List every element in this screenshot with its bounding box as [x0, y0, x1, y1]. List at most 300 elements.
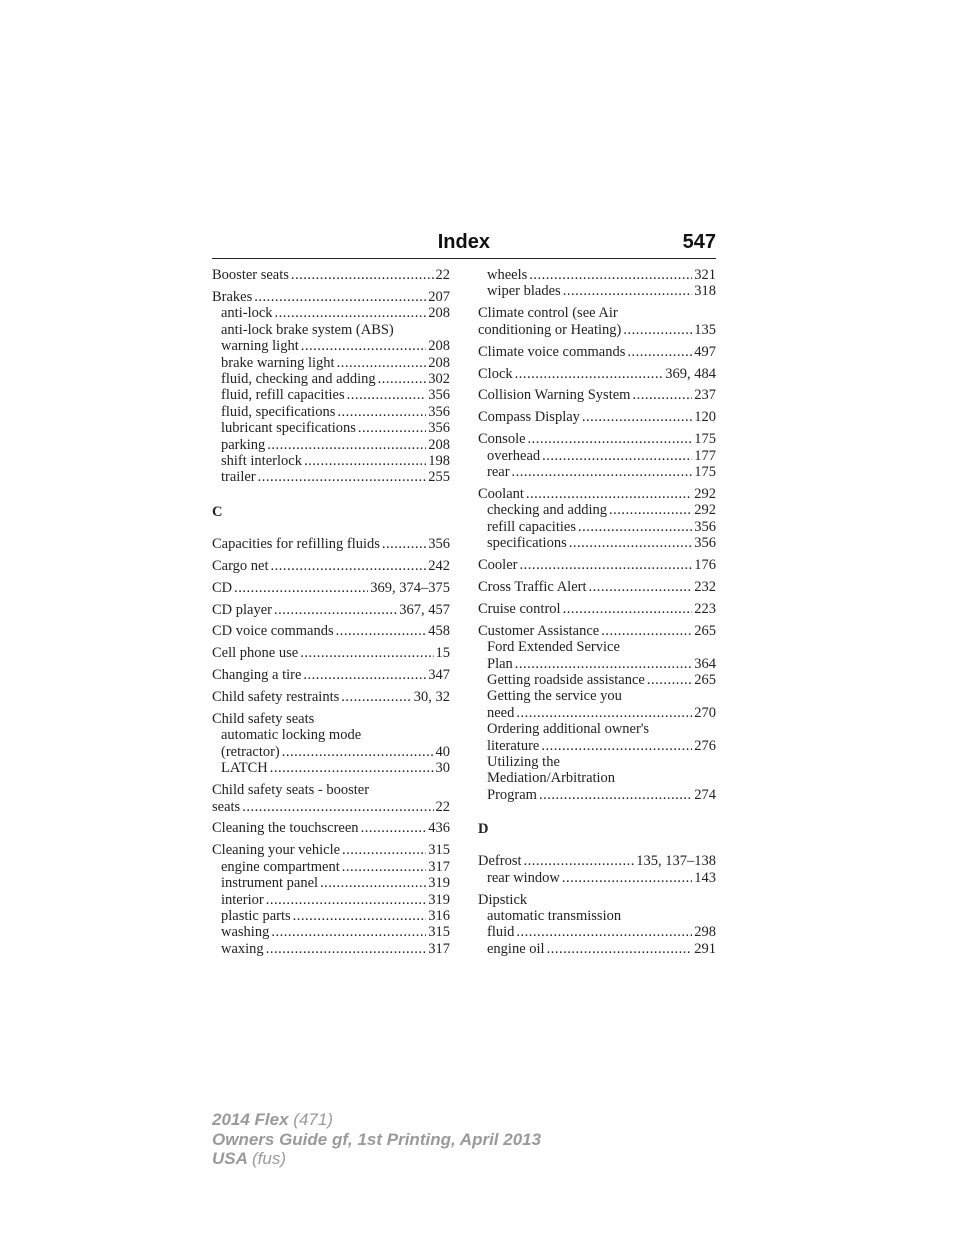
dot-leader: [234, 580, 368, 596]
index-subentry: [212, 387, 450, 403]
page-reference: 242: [428, 557, 450, 574]
page-reference: 364: [694, 655, 716, 672]
entry-line: [212, 267, 450, 283]
entry-term: Booster seats: [212, 267, 289, 283]
page-reference: 22: [435, 267, 450, 283]
dot-leader: [516, 924, 692, 940]
dot-leader: [516, 705, 692, 721]
entry-term: fluid: [487, 924, 515, 941]
index-subentry: [212, 924, 450, 940]
page-reference: 302: [428, 370, 450, 387]
dot-leader: [529, 267, 692, 283]
entry-term: Cross Traffic Alert: [478, 579, 587, 595]
dot-leader: [337, 404, 426, 420]
page-reference: 319: [428, 891, 450, 908]
page-reference: 318: [694, 283, 716, 300]
entry-term: refill capacities: [487, 518, 576, 535]
index-entry: [212, 645, 450, 661]
entry-line: [478, 623, 716, 639]
dot-leader: [515, 656, 692, 672]
entry-line: [221, 371, 450, 387]
entry-line: [212, 289, 450, 305]
entry-line: [487, 535, 716, 551]
dot-leader: [304, 453, 426, 469]
index-subentry: [478, 535, 716, 551]
dot-leader: [254, 289, 426, 305]
page-reference: 175: [694, 464, 716, 481]
page-reference: 40: [435, 743, 450, 760]
index-subentry: [212, 469, 450, 485]
entry-line: [478, 579, 716, 595]
index-subentry: [478, 639, 716, 672]
index-subentry: [212, 453, 450, 469]
index-subentry: [212, 371, 450, 387]
document-footer: [212, 1110, 541, 1169]
entry-line: [212, 602, 450, 618]
dot-leader: [342, 859, 426, 875]
dot-leader: [267, 437, 426, 453]
entry-term: wiper blades: [487, 283, 561, 300]
dot-leader: [528, 431, 693, 447]
page-reference: 315: [428, 924, 450, 941]
page-reference: 30, 32: [413, 689, 450, 706]
index-entry: [212, 782, 450, 815]
entry-text: Mediation/Arbitration: [487, 770, 616, 787]
entry-text: anti-lock brake system (ABS): [221, 321, 394, 338]
entry-line: [221, 760, 450, 776]
entry-term: need: [487, 704, 515, 721]
index-column-left: [212, 267, 450, 957]
dot-leader: [578, 519, 692, 535]
dot-leader: [519, 557, 692, 573]
dot-leader: [341, 689, 411, 705]
index-subentry: [212, 892, 450, 908]
page-reference: 177: [694, 447, 716, 464]
entry-term: wheels: [487, 267, 528, 283]
entry-term: engine oil: [487, 940, 545, 957]
page-reference: 198: [428, 452, 450, 469]
index-entry: [478, 387, 716, 403]
entry-line: [212, 580, 450, 596]
entry-term: conditioning or Heating): [478, 321, 622, 338]
entry-term: Capacities for refilling fluids: [212, 535, 380, 552]
page-reference: 175: [694, 431, 716, 448]
entry-text: Climate control (see Air: [478, 305, 618, 322]
page-reference: 223: [694, 600, 716, 617]
entry-term: Clock: [478, 365, 513, 382]
index-subentry: [478, 448, 716, 464]
dot-leader: [542, 448, 692, 464]
dot-leader: [303, 667, 426, 683]
page-reference: 15: [435, 645, 450, 662]
entry-text: Ordering additional owner's: [487, 721, 650, 738]
entry-term: specifications: [487, 535, 567, 552]
page-reference: 120: [694, 409, 716, 426]
entry-line: [487, 283, 716, 299]
page-reference: 356: [428, 387, 450, 404]
index-entry: [212, 842, 450, 858]
entry-term: engine compartment: [221, 858, 340, 875]
page-reference: 237: [694, 387, 716, 404]
entry-line: [478, 366, 716, 382]
index-entry: [212, 820, 450, 836]
entry-text: Ford Extended Service: [487, 639, 620, 656]
index-entry: [478, 892, 716, 908]
entry-line: [221, 941, 450, 957]
index-entry: [478, 579, 716, 595]
entry-text: automatic locking mode: [221, 727, 362, 744]
index-entry: [212, 602, 450, 618]
dot-leader: [524, 853, 635, 869]
index-entry: [478, 601, 716, 617]
index-subentry: [478, 754, 716, 803]
entry-term: instrument panel: [221, 875, 319, 892]
entry-line: [212, 799, 450, 815]
dot-leader: [300, 645, 433, 661]
dot-leader: [361, 820, 427, 836]
entry-line: [221, 387, 450, 403]
index-entry: [478, 409, 716, 425]
entry-term: warning light: [221, 338, 299, 355]
entry-term: Child safety restraints: [212, 689, 340, 706]
entry-line: [212, 689, 450, 705]
entry-line: [487, 924, 716, 940]
entry-line: [212, 667, 450, 683]
index-subentry: [212, 404, 450, 420]
index-entry: [212, 711, 450, 727]
page-reference: 270: [694, 704, 716, 721]
entry-line: [221, 744, 450, 760]
index-subentry: [212, 859, 450, 875]
page-reference: 208: [428, 305, 450, 322]
index-subentry: [478, 519, 716, 535]
entry-line: [478, 431, 716, 447]
dot-leader: [627, 344, 692, 360]
entry-line: [212, 842, 450, 858]
entry-line: [487, 787, 716, 803]
page-reference: 347: [428, 667, 450, 684]
page-reference: 316: [428, 908, 450, 924]
index-entry: [478, 366, 716, 382]
entry-term: Console: [478, 431, 526, 448]
dot-leader: [347, 387, 427, 403]
entry-term: lubricant specifications: [221, 420, 356, 437]
entry-line: [478, 344, 716, 360]
index-subentry: [478, 267, 716, 283]
dot-leader: [512, 464, 693, 480]
dot-leader: [382, 536, 426, 552]
entry-term: literature: [487, 737, 540, 754]
footer-line-3: USA (fus): [212, 1149, 286, 1168]
entry-term: brake warning light: [221, 354, 335, 371]
entry-term: Defrost: [478, 853, 522, 870]
page-reference: 497: [694, 343, 716, 360]
dot-leader: [601, 623, 692, 639]
index-entry: [212, 536, 450, 552]
index-entry: [478, 486, 716, 502]
entry-term: CD voice commands: [212, 623, 334, 640]
entry-term: washing: [221, 924, 270, 941]
index-entry: [212, 267, 450, 283]
page-reference: 367, 457: [399, 601, 450, 618]
entry-term: Brakes: [212, 288, 253, 305]
entry-term: CD: [212, 579, 233, 596]
entry-line: [487, 519, 716, 535]
index-entry: [478, 853, 716, 869]
entry-line: [221, 437, 450, 453]
entry-term: LATCH: [221, 760, 268, 777]
entry-term: Cruise control: [478, 600, 561, 617]
index-section-letter: D: [478, 821, 489, 838]
page-reference: 22: [435, 798, 450, 815]
dot-leader: [275, 305, 427, 321]
entry-term: fluid, checking and adding: [221, 370, 376, 387]
entry-line: [221, 420, 450, 436]
dot-leader: [358, 420, 426, 436]
dot-leader: [515, 366, 664, 382]
entry-term: overhead: [487, 447, 541, 464]
entry-term: Plan: [487, 655, 513, 672]
index-subentry: [212, 322, 450, 355]
index-subentry: [478, 908, 716, 941]
entry-line: [487, 870, 716, 886]
entry-line: [478, 601, 716, 617]
entry-line: [212, 558, 450, 574]
index-entry: [478, 623, 716, 639]
entry-term: Climate voice commands: [478, 343, 626, 360]
page-reference: 356: [428, 420, 450, 437]
entry-line: [221, 924, 450, 940]
page-reference: 265: [694, 672, 716, 689]
entry-term: Compass Display: [478, 409, 580, 426]
dot-leader: [541, 738, 692, 754]
dot-leader: [582, 409, 692, 425]
page-reference: 315: [428, 842, 450, 859]
page-reference: 356: [694, 518, 716, 535]
page-reference: 232: [694, 579, 716, 595]
entry-term: Program: [487, 786, 537, 803]
entry-term: interior: [221, 891, 264, 908]
entry-term: fluid, specifications: [221, 403, 336, 420]
page-reference: 274: [694, 786, 716, 803]
entry-term: rear: [487, 464, 510, 481]
dot-leader: [293, 908, 427, 924]
entry-line: [212, 623, 450, 639]
page-reference: 317: [428, 858, 450, 875]
page-reference: 321: [694, 267, 716, 283]
entry-term: seats: [212, 798, 241, 815]
index-subentry: [212, 437, 450, 453]
entry-line: [212, 536, 450, 552]
index-entry: [212, 689, 450, 705]
page-reference: 319: [428, 875, 450, 892]
page-reference: 30: [435, 760, 450, 777]
page-reference: 356: [428, 535, 450, 552]
entry-line: [221, 404, 450, 420]
entry-line: [487, 705, 716, 721]
entry-line: [221, 338, 450, 354]
index-subentry: [478, 464, 716, 480]
index-entry: [212, 623, 450, 639]
index-entry: [478, 431, 716, 447]
entry-heading: Dipstick: [478, 891, 528, 908]
entry-text: Child safety seats - booster: [212, 782, 370, 799]
entry-term: Customer Assistance: [478, 622, 600, 639]
entry-line: [487, 656, 716, 672]
entry-term: Cleaning the touchscreen: [212, 820, 359, 837]
entry-text: Getting the service you: [487, 688, 622, 705]
dot-leader: [271, 924, 426, 940]
dot-leader: [378, 371, 427, 387]
entry-term: checking and adding: [487, 502, 607, 519]
dot-leader: [291, 267, 434, 283]
dot-leader: [562, 870, 692, 886]
index-subentry: [478, 283, 716, 299]
entry-line: [478, 322, 716, 338]
entry-line: [221, 859, 450, 875]
entry-line: [221, 469, 450, 485]
entry-line: [487, 941, 716, 957]
entry-line: [221, 892, 450, 908]
index-subentry: [212, 355, 450, 371]
page-reference: 176: [694, 557, 716, 574]
dot-leader: [342, 842, 426, 858]
entry-line: [478, 557, 716, 573]
index-column-right: [478, 267, 716, 957]
dot-leader: [609, 502, 692, 518]
page-reference: 369, 374–375: [370, 579, 450, 596]
page-reference: 135: [694, 321, 716, 338]
entry-line: [212, 820, 450, 836]
dot-leader: [270, 760, 434, 776]
entry-line: [487, 502, 716, 518]
entry-text: automatic transmission: [487, 908, 622, 924]
page-reference: 458: [428, 623, 450, 640]
entry-line: [478, 853, 716, 869]
dot-leader: [563, 601, 693, 617]
dot-leader: [282, 744, 434, 760]
entry-term: fluid, refill capacities: [221, 387, 345, 404]
page-reference: 135, 137–138: [636, 853, 716, 870]
index-subentry: [212, 941, 450, 957]
entry-term: rear window: [487, 869, 560, 886]
entry-line: [487, 267, 716, 283]
index-subentry: [478, 502, 716, 518]
entry-term: Coolant: [478, 485, 524, 502]
dot-leader: [337, 355, 427, 371]
entry-term: trailer: [221, 469, 256, 486]
dot-leader: [271, 558, 427, 574]
page-reference: 265: [694, 622, 716, 639]
page-reference: 317: [428, 940, 450, 957]
entry-term: (retractor): [221, 743, 280, 760]
page-header: [212, 230, 716, 259]
index-entry: [212, 558, 450, 574]
dot-leader: [336, 623, 427, 639]
page-reference: 276: [694, 737, 716, 754]
page-reference: 255: [428, 469, 450, 486]
entry-heading: Child safety seats: [212, 711, 315, 728]
entry-line: [221, 305, 450, 321]
dot-leader: [266, 941, 427, 957]
entry-term: Getting roadside assistance: [487, 672, 645, 689]
page-reference: 436: [428, 820, 450, 837]
page-reference: 207: [428, 288, 450, 305]
entry-line: [487, 672, 716, 688]
entry-text: Utilizing the: [487, 754, 560, 771]
entry-term: Changing a tire: [212, 667, 302, 684]
entry-term: Collision Warning System: [478, 387, 631, 404]
dot-leader: [266, 892, 427, 908]
entry-term: waxing: [221, 940, 264, 957]
index-entry: [478, 557, 716, 573]
dot-leader: [301, 338, 427, 354]
index-entry: [212, 667, 450, 683]
footer-line-1: 2014 Flex (471): [212, 1110, 333, 1129]
page-number: 547: [682, 231, 716, 253]
index-entry: [478, 305, 716, 338]
entry-line: [487, 738, 716, 754]
page-reference: 298: [694, 924, 716, 941]
footer-line-2: Owners Guide gf, 1st Printing, April 2013: [212, 1129, 542, 1149]
index-subentry: [478, 672, 716, 688]
dot-leader: [589, 579, 693, 595]
page-reference: 143: [694, 869, 716, 886]
page-reference: 369, 484: [665, 365, 716, 382]
index-subentry: [212, 760, 450, 776]
entry-line: [221, 875, 450, 891]
dot-leader: [320, 875, 426, 891]
index-subentry: [212, 305, 450, 321]
entry-term: anti-lock: [221, 305, 273, 322]
index-subentry: [478, 870, 716, 886]
index-subentry: [212, 727, 450, 760]
index-section-letter: C: [212, 503, 223, 520]
entry-line: [221, 355, 450, 371]
entry-line: [487, 464, 716, 480]
entry-line: [212, 645, 450, 661]
dot-leader: [242, 799, 433, 815]
entry-term: parking: [221, 436, 266, 453]
index-entry: [212, 580, 450, 596]
entry-line: [478, 486, 716, 502]
entry-term: Cooler: [478, 557, 518, 574]
index-subentry: [212, 875, 450, 891]
entry-line: [478, 387, 716, 403]
dot-leader: [632, 387, 692, 403]
index-subentry: [212, 420, 450, 436]
entry-term: Cleaning your vehicle: [212, 842, 341, 859]
index-subentry: [478, 721, 716, 754]
dot-leader: [563, 283, 693, 299]
dot-leader: [547, 941, 693, 957]
index-subentry: [212, 908, 450, 924]
index-subentry: [478, 688, 716, 721]
dot-leader: [539, 787, 692, 803]
dot-leader: [526, 486, 692, 502]
page-reference: 292: [694, 485, 716, 502]
page-reference: 208: [428, 338, 450, 355]
entry-term: CD player: [212, 601, 272, 618]
dot-leader: [623, 322, 692, 338]
dot-leader: [647, 672, 692, 688]
page-reference: 356: [694, 535, 716, 552]
entry-term: Cargo net: [212, 557, 269, 574]
page-reference: 292: [694, 502, 716, 519]
page-reference: 208: [428, 436, 450, 453]
index-entry: [478, 344, 716, 360]
page-reference: 208: [428, 354, 450, 371]
